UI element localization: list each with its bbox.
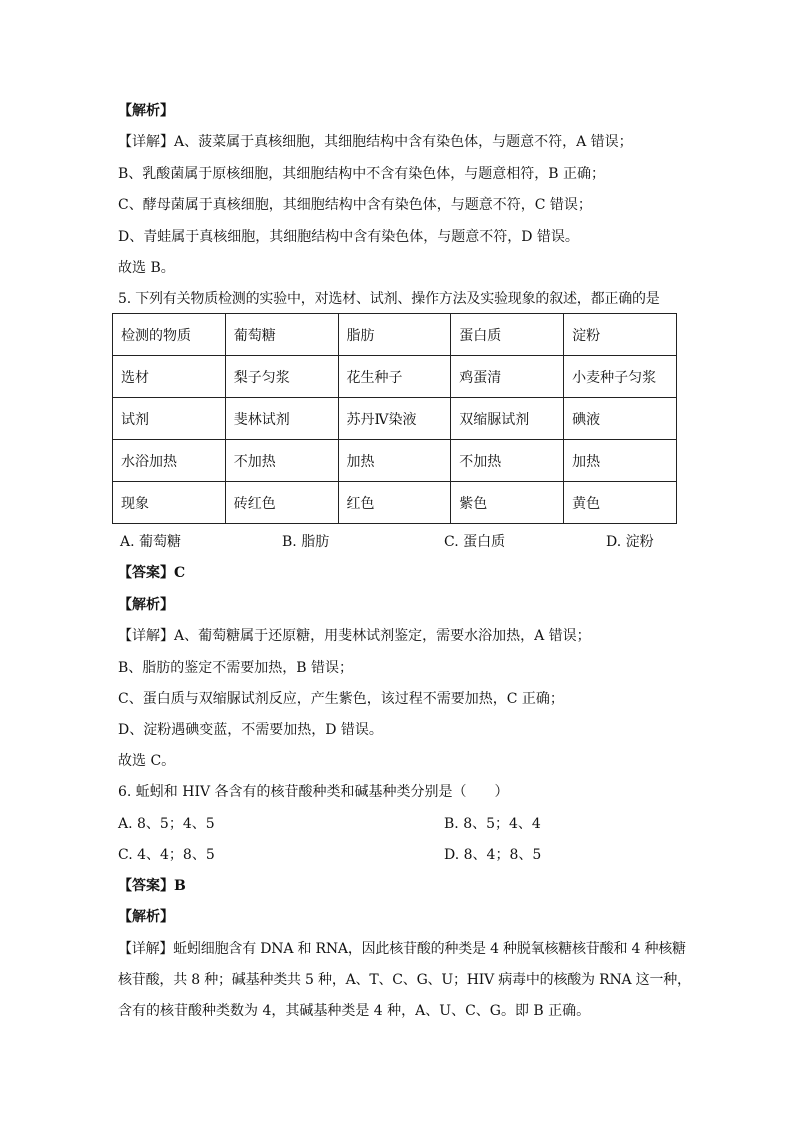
table-row (113, 356, 677, 398)
table-cell: 红色 (338, 482, 451, 524)
conclusion: 故选 B。 (118, 260, 175, 276)
answer-label: 【答案】C (118, 565, 186, 581)
table-cell: 双缩脲试剂 (451, 398, 564, 440)
table-cell: 苏丹Ⅳ染液 (338, 398, 451, 440)
option-d-explanation: D、淀粉遇碘变蓝，不需要加热，D 错误。 (118, 722, 383, 738)
question-5-stem: 5. 下列有关物质检测的实验中，对选材、试剂、操作方法及实验现象的叙述，都正确的是 (118, 291, 660, 307)
table-cell: 黄色 (564, 482, 677, 524)
table-row (113, 314, 677, 356)
option-d: D. 淀粉 (606, 534, 654, 550)
table-cell: 蛋白质 (451, 314, 564, 356)
table-cell: 加热 (564, 440, 677, 482)
option-c-explanation: C、酵母菌属于真核细胞，其细胞结构中含有染色体，与题意不符，C 错误； (118, 197, 592, 213)
analysis-label: 【解析】 (118, 103, 174, 119)
table-row (113, 398, 677, 440)
table-cell: 现象 (113, 482, 226, 524)
table-cell: 鸡蛋清 (451, 356, 564, 398)
option-c-explanation: C、蛋白质与双缩脲试剂反应，产生紫色，该过程不需要加热，C 正确； (118, 691, 564, 707)
option-c: C. 蛋白质 (444, 534, 506, 550)
conclusion: 故选 C。 (118, 753, 176, 769)
option-b: B. 8、5；4、4 (444, 816, 541, 832)
table-cell: 砖红色 (225, 482, 338, 524)
detail-line: 【详解】A、葡萄糖属于还原糖，用斐林试剂鉴定，需要水浴加热，A 错误； (118, 628, 591, 644)
experiment-table (112, 313, 677, 524)
table-cell: 葡萄糖 (225, 314, 338, 356)
option-d: D. 8、4；8、5 (444, 847, 542, 863)
table-cell: 水浴加热 (113, 440, 226, 482)
analysis-label: 【解析】 (118, 909, 174, 925)
answer-label: 【答案】B (118, 878, 186, 894)
option-b: B. 脂肪 (282, 534, 330, 550)
option-c: C. 4、4；8、5 (118, 847, 215, 863)
option-a: A. 8、5；4、5 (118, 816, 215, 832)
table-cell: 不加热 (451, 440, 564, 482)
table-cell: 不加热 (225, 440, 338, 482)
table-cell: 选材 (113, 356, 226, 398)
detail-line: 核苷酸，共 8 种；碱基种类共 5 种，A、T、C、G、U；HIV 病毒中的核酸为 RNA 这一种， (118, 972, 691, 988)
detail-line: 【详解】蚯蚓细胞含有 DNA 和 RNA，因此核苷酸的种类是 4 种脱氧核糖核苷酸和 4 种核糖 (118, 941, 686, 957)
table-cell: 小麦种子匀浆 (564, 356, 677, 398)
table-cell: 碘液 (564, 398, 677, 440)
table-cell: 检测的物质 (113, 314, 226, 356)
option-b-explanation: B、脂肪的鉴定不需要加热，B 错误； (118, 660, 354, 676)
table-cell: 紫色 (451, 482, 564, 524)
analysis-label: 【解析】 (118, 597, 174, 613)
option-b-explanation: B、乳酸菌属于原核细胞，其细胞结构中不含有染色体，与题意相符，B 正确； (118, 166, 606, 182)
option-a: A. 葡萄糖 (120, 534, 182, 550)
detail-line: 含有的核苷酸种类数为 4，其碱基种类是 4 种，A、U、C、G。即 B 正确。 (118, 1003, 591, 1019)
option-d-explanation: D、青蛙属于真核细胞，其细胞结构中含有染色体，与题意不符，D 错误。 (118, 229, 579, 245)
table-cell: 试剂 (113, 398, 226, 440)
table-cell: 梨子匀浆 (225, 356, 338, 398)
question-6-stem: 6. 蚯蚓和 HIV 各含有的核苷酸种类和碱基种类分别是（ ） (118, 784, 509, 800)
table-cell: 加热 (338, 440, 451, 482)
table-cell: 斐林试剂 (225, 398, 338, 440)
table-cell: 脂肪 (338, 314, 451, 356)
detail-line: 【详解】A、菠菜属于真核细胞，其细胞结构中含有染色体，与题意不符，A 错误； (118, 134, 633, 150)
table-cell: 花生种子 (338, 356, 451, 398)
table-row (113, 482, 677, 524)
table-row (113, 440, 677, 482)
table-cell: 淀粉 (564, 314, 677, 356)
